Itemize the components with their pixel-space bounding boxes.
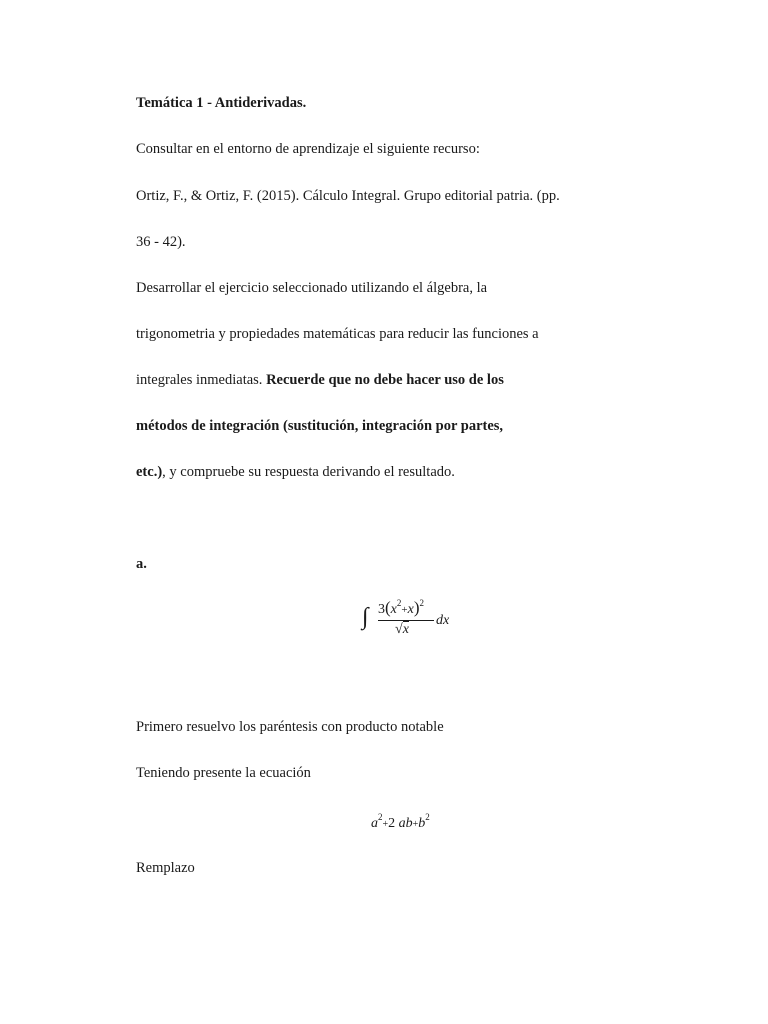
reference-line-2: 36 - 42).	[136, 234, 186, 250]
identity-plus-1: +	[382, 819, 389, 830]
exercise-label: a.	[136, 556, 147, 572]
sqrt-symbol: √	[395, 622, 403, 637]
identity-b-exponent: 2	[425, 812, 430, 822]
numerator-base: x	[390, 602, 397, 617]
instructions-line-3-text: integrales inmediatas.	[136, 372, 267, 388]
denominator-variable: x	[402, 622, 409, 637]
numerator-inner-exponent: 2	[396, 598, 402, 608]
instructions-line-2: trigonometria y propiedades matemáticas para reducir las funciones a	[136, 326, 539, 342]
paragraph-consult: Consultar en el entorno de aprendizaje el siguiente recurso:	[136, 141, 480, 157]
instructions-line-5-text: , y compruebe su respuesta derivando el resultado.	[162, 464, 455, 480]
integral-denominator	[395, 622, 409, 638]
instructions-line-3	[136, 371, 504, 389]
instructions-line-5	[136, 463, 455, 481]
numerator-plus: +	[401, 604, 408, 616]
identity-plus-2: +	[412, 819, 419, 830]
right-paren: )	[413, 598, 420, 617]
numerator-term: x	[407, 602, 414, 617]
binomial-square-identity	[371, 812, 430, 832]
left-paren: (	[385, 598, 391, 617]
instructions-line-3-emphasis: Recuerde que no debe hacer uso de los	[266, 372, 504, 388]
numerator-outer-exponent: 2	[419, 598, 424, 608]
numerator-coefficient: 3	[378, 602, 385, 617]
instructions-line-5-emphasis: etc.)	[136, 464, 163, 480]
step-3-text: Remplazo	[136, 860, 195, 876]
identity-ab: ab	[398, 816, 413, 831]
identity-a-exponent: 2	[378, 812, 383, 822]
section-heading: Temática 1 - Antiderivadas.	[136, 95, 307, 111]
instructions-line-4: métodos de integración (sustitución, integración por partes,	[136, 418, 504, 434]
reference-line-1: Ortiz, F., & Ortiz, F. (2015). Cálculo Integral. Grupo editorial patria. (pp.	[136, 188, 560, 204]
integral-sign: ∫	[362, 604, 369, 630]
identity-b: b	[418, 816, 426, 831]
step-1-text: Primero resuelvo los paréntesis con producto notable	[136, 719, 444, 735]
integral-numerator	[378, 598, 424, 618]
differential: dx	[436, 613, 450, 628]
instructions-line-1: Desarrollar el ejercicio seleccionado utilizando el álgebra, la	[136, 280, 488, 296]
identity-two: 2	[388, 816, 396, 831]
integral-expression	[362, 596, 462, 646]
identity-a: a	[371, 816, 378, 831]
step-2-text: Teniendo presente la ecuación	[136, 765, 311, 781]
